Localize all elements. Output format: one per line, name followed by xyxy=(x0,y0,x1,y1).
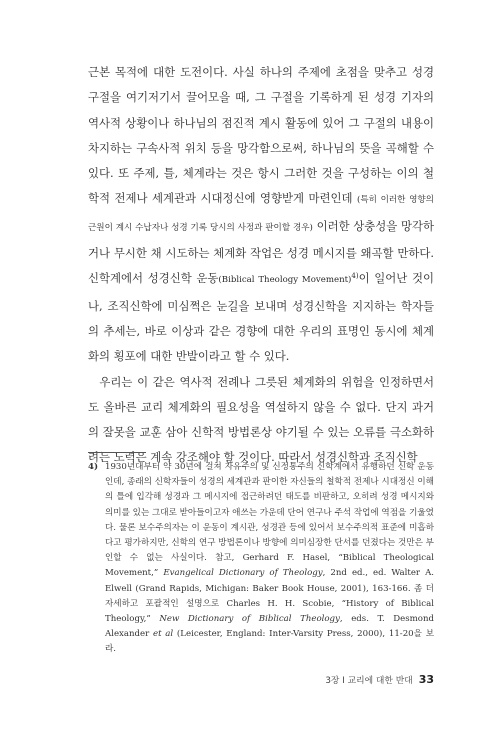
footnote-et-al: et al xyxy=(153,629,174,640)
paragraph-1-english-term: (Biblical Theology Movement) xyxy=(218,275,352,286)
footnote xyxy=(88,460,434,658)
footnote-text xyxy=(105,460,434,658)
footnote-number: 4) xyxy=(88,462,99,472)
page-number: 33 xyxy=(418,673,434,686)
paragraph-1 xyxy=(88,60,434,370)
footnote-title-1: Evangelical Dictionary of Theology xyxy=(163,568,323,579)
paragraph-1-text-a: 근본 목적에 대한 도전이다. 사실 하나의 주제에 초점을 맞추고 성경 구절을 여기저기서 끌어모을 때, 그 구절을 기록하게 된 성경 기자의 역사적 상황이나 하나님의 점진적 계시 활동에 있어 그 구절의 내용이 차지하는 구속사적 위치 등을 망각함으로써, 하나님의 뜻을 곡해할 수 있다. 또 주제, 틀, 체계라는 것은 항시 그러한 것을 구성하는 이의 철학적 전제나 세계관과 시대정신에 영향받게 마련인데 xyxy=(88,65,434,206)
page-footer xyxy=(325,673,434,686)
footnote-text-c: , eds. T. Desmond Alexander xyxy=(105,614,435,640)
footnote-reference[interactable]: 4) xyxy=(351,272,359,281)
main-text xyxy=(88,60,434,471)
footnote-divider xyxy=(88,452,146,453)
paragraph-1-aside: (특히 이러한 영향의 근원이 계시 수납자나 성경 기록 당시의 사정과 판이할 경우) xyxy=(88,195,434,233)
footnote-text-a: 1930년대부터 약 30년에 걸쳐 자유주의 및 신정통주의 신학계에서 유행하던 신학 운동인데, 종래의 신학자들이 성경의 세계관과 판이한 자신들의 철학적 전제나 시대정신 이해의 틀에 입각해 성경과 그 메시지에 접근하려던 태도를 비판하고, 오히려 성경 메시지와 의미를 있는 그대로 받아들이고자 애쓰는 가운데 단어 연구나 주석 작업에 역점을 기울였다. 물론 보수주의자는 이 운동이 계시관, 성경관 등에 있어서 보수주의적 표준에 미흡하다고 평가하지만, 신학의 연구 방법론이나 방향에 의미심장한 단서를 던졌다는 것만은 부인할 수 없는 사실이다. 참고, Gerhard F. Hasel, “Biblical Theological Movement,” xyxy=(105,462,434,579)
paragraph-2: 우리는 이 같은 역사적 전례나 그릇된 체계화의 위험을 인정하면서도 올바른 교리 체계화의 필요성을 역설하지 않을 수 없다. 단지 과거의 잘못을 교훈 삼아 신학적 방법론상 야기될 수 있는 오류를 극소화하려는 노력은 계속 강조해야 할 것이다. 따라서 성경신학과 조직신학 xyxy=(88,374,434,465)
running-chapter-title: 3장 I 교리에 대한 반대 xyxy=(325,676,413,686)
paragraph-1-text-c: 이 일어난 것이나, 조직신학에 미심쩍은 눈길을 보내며 성경신학을 지지하는 학자들의 추세는, 바로 이상과 같은 경향에 대한 우리의 표명인 동시에 체계화의 횡포에 대한 반발이라고 할 수 있다. xyxy=(88,271,435,364)
footnote-title-2: New Dictionary of Biblical Theology xyxy=(159,614,340,625)
footnote-text-d: (Leicester, England: Inter-Varsity Press, 2000), 11-20을 보라. xyxy=(105,629,434,655)
paragraph-1-text-b: 이러한 상충성을 망각하거나 무시한 채 시도하는 체계화 작업은 성경 메시지를 왜곡할 만하다. 신학계에서 성경신학 운동 xyxy=(88,218,434,286)
footnote-text-b: , 2nd ed., ed. Walter A. Elwell (Grand Rapids, Michigan: Baker Book House, 2001), 163-166. 좀 더 자세하고 포괄적인 설명으로 Charles H. H. Scobie, “History of Biblical Theology,” xyxy=(105,568,435,625)
